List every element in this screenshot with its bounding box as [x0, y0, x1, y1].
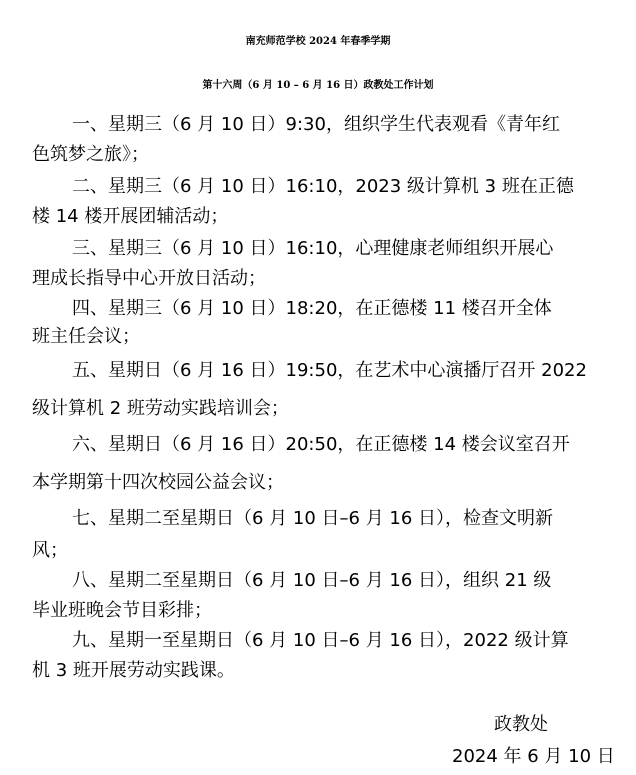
issuing-office: 政教处 [494, 714, 548, 735]
item-2-line-2: 楼 14 楼开展团辅活动； [32, 206, 229, 227]
item-3-line-2: 理成长指导中心开放日活动； [32, 268, 266, 289]
item-1-line-2: 色筑梦之旅》； [32, 144, 149, 165]
item-9-line-2: 机 3 班开展劳动实践课。 [32, 660, 235, 681]
issue-date: 2024 年 6 月 10 日 [452, 746, 615, 767]
item-7-line-2: 风； [32, 540, 68, 561]
item-1-line-1: 一、星期三（6 月 10 日）9:30，组织学生代表观看《青年红 [72, 114, 560, 135]
item-5-line-2: 级计算机 2 班劳动实践培训会； [32, 398, 289, 419]
item-6-line-2: 本学期第十四次校园公益会议； [32, 472, 284, 493]
item-4-line-2: 班主任会议； [32, 326, 140, 347]
item-8-line-2: 毕业班晚会节目彩排； [32, 600, 212, 621]
item-5-line-1: 五、星期日（6 月 16 日）19:50，在艺术中心演播厅召开 2022 [72, 360, 587, 381]
document-title-line-1: 南充师范学校 2024 年春季学期 [245, 36, 391, 47]
item-6-line-1: 六、星期日（6 月 16 日）20:50，在正德楼 14 楼会议室召开 [72, 434, 570, 455]
item-8-line-1: 八、星期二至星期日（6 月 10 日–6 月 16 日），组织 21 级 [72, 570, 552, 591]
item-2-line-1: 二、星期三（6 月 10 日）16:10，2023 级计算机 3 班在正德 [72, 176, 574, 197]
document-title-line-2: 第十六周（6 月 10 – 6 月 16 日）政教处工作计划 [202, 80, 434, 91]
item-3-line-1: 三、星期三（6 月 10 日）16:10，心理健康老师组织开展心 [72, 238, 554, 259]
item-7-line-1: 七、星期二至星期日（6 月 10 日–6 月 16 日），检查文明新 [72, 508, 554, 529]
item-4-line-1: 四、星期三（6 月 10 日）18:20，在正德楼 11 楼召开全体 [72, 298, 552, 319]
item-9-line-1: 九、星期一至星期日（6 月 10 日–6 月 16 日），2022 级计算 [72, 630, 569, 651]
